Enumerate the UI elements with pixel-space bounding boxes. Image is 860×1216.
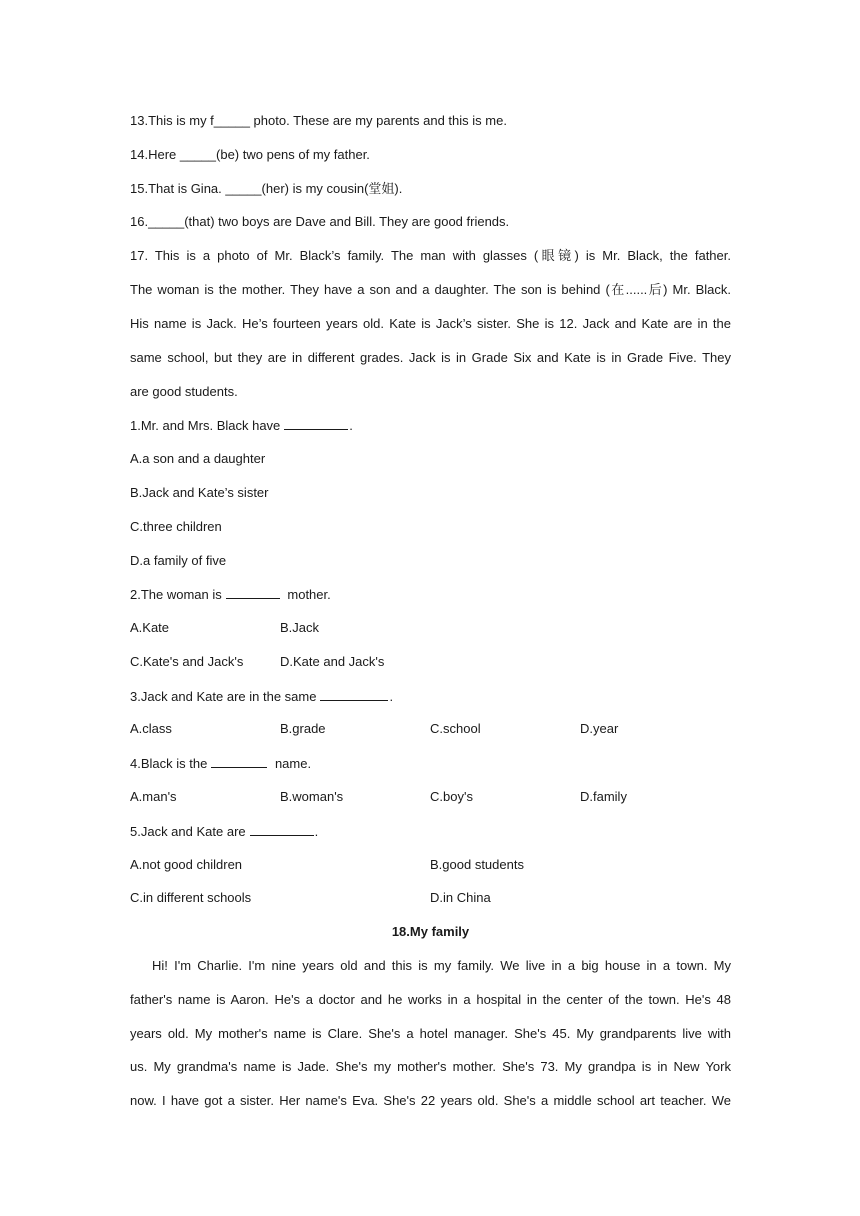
mcq-2-stem-end: mother. [287, 587, 331, 602]
mcq-3-option-d: D.year [580, 721, 619, 736]
mcq-4-stem-text: 4.Black is the [130, 756, 208, 771]
mcq-4-stem-end: name. [274, 756, 312, 771]
mcq-5-option-d: D.in China [430, 890, 491, 905]
mcq-3-option-c: C.school [430, 721, 481, 736]
mcq-2-option-d: D.Kate and Jack's [280, 654, 385, 669]
mcq-1-option-c: C.three children [130, 519, 222, 534]
answer-blank [320, 687, 388, 701]
mcq-3-option-b: B.grade [280, 721, 326, 736]
mcq-5-stem-text: 5.Jack and Kate are [130, 824, 246, 839]
mcq-1-stem-end: . [349, 418, 353, 433]
mcq-4-option-a: A.man's [130, 789, 177, 804]
mcq-3-stem [130, 687, 393, 706]
mcq-2-stem [130, 585, 331, 604]
passage-18-line-3: years old. My mother's name is Clare. She's a hotel manager. She's 45. My grandparents live with [130, 1026, 731, 1041]
passage-17-line-2: The woman is the mother. They have a son and a daughter. The son is behind (在......后) Mr. Black. [130, 282, 731, 297]
mcq-4-option-c: C.boy's [430, 789, 473, 804]
question-15: 15.That is Gina. _____(her) is my cousin(堂姐). [130, 181, 403, 196]
question-16: 16._____(that) two boys are Dave and Bill. They are good friends. [130, 214, 510, 229]
question-14: 14.Here _____(be) two pens of my father. [130, 147, 370, 162]
mcq-3-stem-text: 3.Jack and Kate are in the same [130, 689, 317, 704]
passage-17-line-5: are good students. [130, 384, 238, 399]
mcq-4-option-b: B.woman's [280, 789, 344, 804]
passage-17-line-3: His name is Jack. He’s fourteen years old. Kate is Jack’s sister. She is 12. Jack and Kate are in the [130, 316, 731, 331]
mcq-1-option-d: D.a family of five [130, 553, 227, 568]
mcq-2-stem-text: 2.The woman is [130, 587, 222, 602]
passage-17-line-1: 17. This is a photo of Mr. Black’s family. The man with glasses (眼镜) is Mr. Black, the father. [130, 248, 731, 263]
mcq-1-option-a: A.a son and a daughter [130, 451, 266, 466]
mcq-3-stem-end: . [389, 689, 394, 704]
passage-18-line-1: Hi! I'm Charlie. I'm nine years old and this is my family. We live in a big house in a town. My [152, 958, 731, 973]
question-13: 13.This is my f_____ photo. These are my parents and this is me. [130, 113, 507, 128]
mcq-5-stem [130, 822, 318, 841]
mcq-2-option-c: C.Kate's and Jack's [130, 654, 244, 669]
answer-blank [226, 585, 280, 599]
answer-blank [211, 754, 267, 768]
answer-blank [284, 416, 348, 430]
mcq-2-option-b: B.Jack [280, 620, 320, 635]
mcq-2-option-a: A.Kate [130, 620, 170, 635]
mcq-5-option-a: A.not good children [130, 857, 243, 872]
mcq-4-option-d: D.family [580, 789, 627, 804]
passage-18-title: 18.My family [391, 924, 470, 939]
mcq-5-option-b: B.good students [430, 857, 524, 872]
mcq-3-option-a: A.class [130, 721, 172, 736]
passage-18-line-2: father's name is Aaron. He's a doctor and he works in a hospital in the center of the town. He's 48 [130, 992, 731, 1007]
answer-blank [250, 822, 314, 836]
mcq-1-stem-text: 1.Mr. and Mrs. Black have [130, 418, 281, 433]
passage-18-line-4: us. My grandma's name is Jade. She's my mother's mother. She's 73. My grandpa is in New York [130, 1059, 731, 1074]
passage-17-line-4: same school, but they are in different grades. Jack is in Grade Six and Kate is in Grade Five. They [130, 350, 731, 365]
mcq-5-stem-end: . [314, 824, 319, 839]
passage-18-line-5: now. I have got a sister. Her name's Eva. She's 22 years old. She's a middle school art teacher. We [130, 1093, 731, 1108]
mcq-1-stem [130, 416, 353, 435]
mcq-4-stem [130, 754, 311, 773]
mcq-5-option-c: C.in different schools [130, 890, 252, 905]
mcq-1-option-b: B.Jack and Kate’s sister [130, 485, 269, 500]
